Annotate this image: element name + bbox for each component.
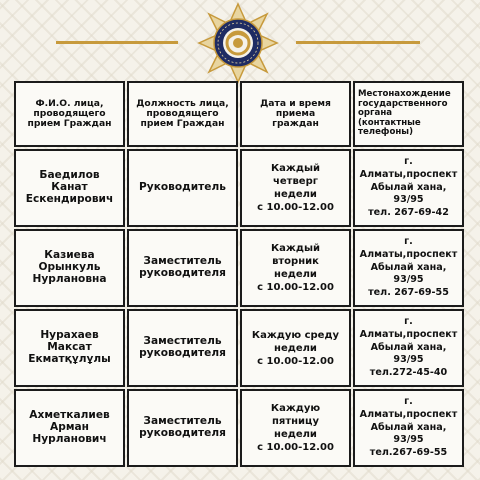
name-cell (14, 229, 125, 307)
person-name: Нурахаев Максат Екматқұлұлы (28, 329, 111, 365)
person-position: Заместитель руководителя (139, 335, 226, 359)
reception-schedule-table (12, 79, 466, 469)
time-cell (240, 229, 351, 307)
person-name: Казиева Орынкуль Нурлановна (32, 249, 107, 285)
address-contact: г. Алматы,проспект Абылай хана, 93/95 тел. 267-69-55 (359, 235, 458, 299)
person-position: Заместитель руководителя (139, 415, 226, 439)
name-cell (14, 309, 125, 387)
person-name: Ахметкалиев Арман Нурланович (29, 409, 110, 445)
table-row (14, 389, 464, 467)
address-contact: г. Алматы,проспект Абылай хана, 93/95 тел.267-69-55 (359, 395, 458, 459)
position-cell (127, 309, 238, 387)
position-cell (127, 149, 238, 227)
time-cell (240, 309, 351, 387)
table-row (14, 309, 464, 387)
emblem-ring-text (279, 2, 280, 3)
header-time-cell (240, 81, 351, 147)
header-location: Местонахождение государственного органа (контактные телефоны) (358, 88, 451, 138)
header-name: Ф.И.О. лица, проводящего прием Граждан (27, 97, 112, 130)
position-cell (127, 389, 238, 467)
address-contact: г. Алматы,проспект Абылай хана, 93/95 тел. 267-69-42 (359, 155, 458, 219)
reception-time: Каждый вторник недели с 10.00-12.00 (257, 243, 334, 293)
reception-time: Каждый четверг недели с 10.00-12.00 (257, 163, 334, 213)
decorative-gold-rule-left (56, 41, 178, 44)
address-cell (353, 389, 464, 467)
header-time: Дата и время приема граждан (260, 97, 331, 130)
decorative-gold-rule-right (296, 41, 420, 44)
address-cell (353, 149, 464, 227)
address-cell (353, 309, 464, 387)
time-cell (240, 149, 351, 227)
header-name-cell (14, 81, 125, 147)
address-cell (353, 229, 464, 307)
time-cell (240, 389, 351, 467)
person-position: Руководитель (139, 181, 226, 194)
table-header-row (14, 81, 464, 147)
header-position: Должность лица, проводящего прием Граждан (136, 97, 229, 130)
reception-time: Каждую среду недели с 10.00-12.00 (251, 329, 340, 367)
name-cell (14, 149, 125, 227)
address-contact: г. Алматы,проспект Абылай хана, 93/95 тел.272-45-40 (359, 315, 458, 379)
position-cell (127, 229, 238, 307)
state-emblem-icon (197, 2, 279, 84)
table-row (14, 149, 464, 227)
table-row (14, 229, 464, 307)
person-name: Баедилов Канат Ескендирович (25, 169, 114, 205)
reception-time: Каждую пятницу недели с 10.00-12.00 (257, 403, 334, 453)
name-cell (14, 389, 125, 467)
header-position-cell (127, 81, 238, 147)
person-position: Заместитель руководителя (139, 255, 226, 279)
header-location-cell (353, 81, 464, 147)
